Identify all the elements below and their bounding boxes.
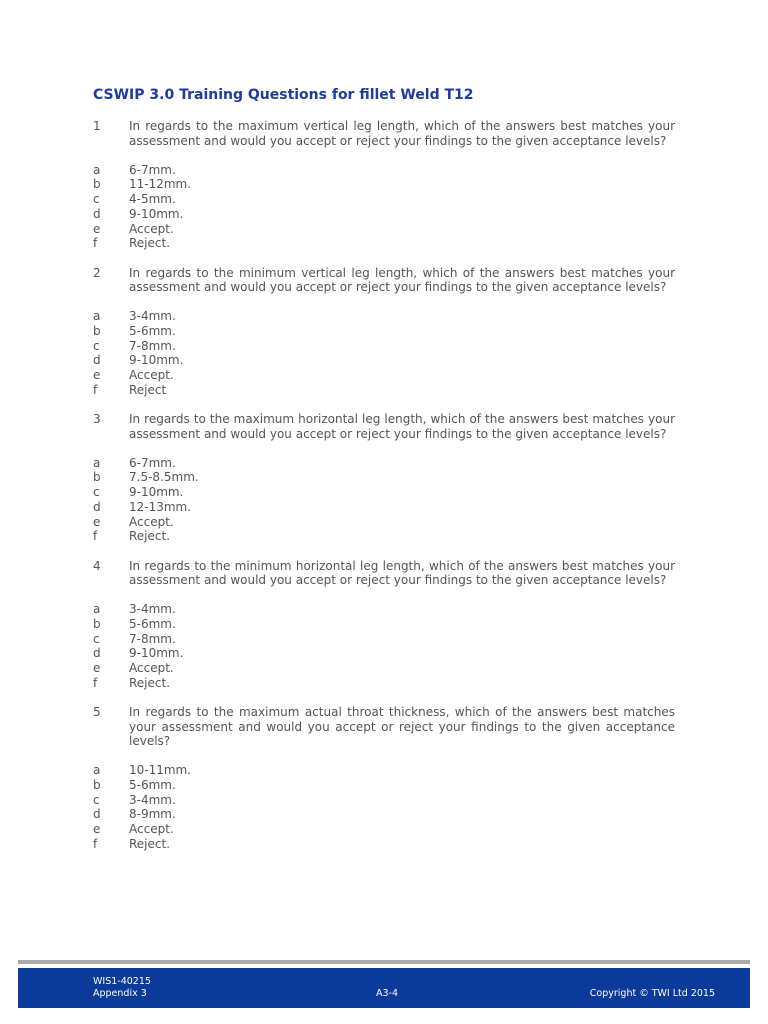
- option-text: 9-10mm.: [129, 646, 184, 661]
- option-letter: c: [93, 631, 100, 646]
- option-letter: c: [93, 792, 100, 807]
- option-letter: c: [93, 485, 100, 500]
- option-letter: b: [93, 616, 101, 631]
- option-text: Accept.: [129, 221, 174, 236]
- answer-option: [93, 617, 675, 632]
- question-text: In regards to the minimum vertical leg length, which of the answers best matches your assessment and would you accept or reject your findings to the given acceptance levels?: [129, 265, 675, 295]
- option-text: 11-12mm.: [129, 177, 192, 192]
- option-letter: a: [93, 763, 101, 778]
- option-text: Reject.: [129, 529, 171, 544]
- answer-option: [93, 324, 675, 339]
- option-text: Reject.: [129, 236, 171, 251]
- question-list: [93, 119, 675, 866]
- question-text: In regards to the maximum vertical leg length, which of the answers best matches your assessment and would you accept or reject your findings to the given acceptance levels?: [129, 119, 675, 148]
- answer-option: [93, 646, 675, 661]
- option-letter: e: [93, 661, 101, 676]
- answer-option: [93, 632, 675, 647]
- footer-left: [93, 976, 151, 1000]
- answer-option: [93, 822, 675, 837]
- answer-option: [93, 661, 675, 676]
- answer-option: [93, 353, 675, 368]
- footer-appendix: Appendix 3: [93, 988, 147, 999]
- question-number: 2: [93, 265, 101, 280]
- question-row: [93, 266, 675, 295]
- question-row: [93, 119, 675, 148]
- option-letter: d: [93, 353, 101, 368]
- footer-copyright: Copyright © TWI Ltd 2015: [589, 988, 715, 999]
- option-text: 6-7mm.: [129, 162, 176, 177]
- question-item: [93, 412, 675, 544]
- option-letter: a: [93, 455, 101, 470]
- option-letter: c: [93, 192, 100, 207]
- option-text: 7.5-8.5mm.: [129, 470, 199, 485]
- answer-option: [93, 207, 675, 222]
- question-item: [93, 705, 675, 852]
- footer-page-number: A3-4: [376, 988, 399, 999]
- answer-option: [93, 339, 675, 354]
- option-letter: f: [93, 382, 98, 397]
- question-item: [93, 559, 675, 691]
- answer-option: [93, 163, 675, 178]
- answer-option: [93, 485, 675, 500]
- option-letter: f: [93, 529, 98, 544]
- option-letter: d: [93, 206, 101, 221]
- option-text: 5-6mm.: [129, 323, 176, 338]
- option-letter: b: [93, 323, 101, 338]
- answer-options: [93, 602, 675, 690]
- option-letter: d: [93, 646, 101, 661]
- option-text: Accept.: [129, 661, 174, 676]
- option-text: 9-10mm.: [129, 485, 184, 500]
- option-text: 4-5mm.: [129, 192, 176, 207]
- answer-option: [93, 529, 675, 544]
- page-title: CSWIP 3.0 Training Questions for fillet Weld T12: [93, 87, 474, 103]
- option-letter: b: [93, 177, 101, 192]
- question-text: In regards to the maximum actual throat thickness, which of the answers best matches your assessment and would you accept or reject your findings to the given acceptance levels?: [129, 705, 675, 749]
- answer-option: [93, 793, 675, 808]
- option-text: 10-11mm.: [129, 763, 192, 778]
- footer-doc-code: WIS1-40215: [93, 976, 151, 987]
- answer-option: [93, 192, 675, 207]
- option-text: 3-4mm.: [129, 602, 176, 617]
- option-text: 6-7mm.: [129, 455, 176, 470]
- answer-option: [93, 676, 675, 691]
- answer-option: [93, 177, 675, 192]
- option-text: Reject: [129, 382, 167, 397]
- page-footer: [18, 968, 750, 1008]
- option-text: Accept.: [129, 368, 174, 383]
- option-letter: b: [93, 470, 101, 485]
- option-letter: d: [93, 807, 101, 822]
- answer-option: [93, 763, 675, 778]
- question-text: In regards to the minimum horizontal leg length, which of the answers best matches your assessment and would you accept or reject your findings to the given acceptance levels?: [129, 558, 675, 588]
- question-item: [93, 266, 675, 398]
- answer-option: [93, 383, 675, 398]
- answer-option: [93, 456, 675, 471]
- option-text: 8-9mm.: [129, 807, 176, 822]
- answer-option: [93, 236, 675, 251]
- answer-options: [93, 309, 675, 397]
- answer-options: [93, 763, 675, 851]
- option-letter: e: [93, 221, 101, 236]
- question-row: [93, 412, 675, 441]
- option-letter: e: [93, 822, 101, 837]
- option-letter: f: [93, 236, 98, 251]
- option-text: 5-6mm.: [129, 616, 176, 631]
- option-letter: e: [93, 368, 101, 383]
- option-text: 5-6mm.: [129, 778, 176, 793]
- option-text: Reject.: [129, 675, 171, 690]
- footer-divider: [18, 960, 750, 964]
- option-letter: f: [93, 675, 98, 690]
- answer-option: [93, 222, 675, 237]
- option-letter: d: [93, 499, 101, 514]
- option-text: 9-10mm.: [129, 353, 184, 368]
- option-text: Accept.: [129, 514, 174, 529]
- answer-option: [93, 368, 675, 383]
- option-letter: c: [93, 338, 100, 353]
- option-letter: a: [93, 162, 101, 177]
- option-text: 7-8mm.: [129, 631, 176, 646]
- option-letter: e: [93, 514, 101, 529]
- option-letter: a: [93, 602, 101, 617]
- option-letter: a: [93, 309, 101, 324]
- question-text: In regards to the maximum horizontal leg length, which of the answers best matches your assessment and would you accept or reject your findings to the given acceptance levels?: [129, 412, 675, 441]
- option-text: Accept.: [129, 822, 174, 837]
- option-text: 3-4mm.: [129, 792, 176, 807]
- option-text: 12-13mm.: [129, 499, 192, 514]
- question-item: [93, 119, 675, 251]
- answer-option: [93, 470, 675, 485]
- question-row: [93, 559, 675, 588]
- question-row: [93, 705, 675, 749]
- answer-option: [93, 807, 675, 822]
- answer-option: [93, 309, 675, 324]
- option-text: 3-4mm.: [129, 309, 176, 324]
- question-number: 1: [93, 119, 101, 133]
- question-number: 4: [93, 558, 101, 573]
- answer-option: [93, 837, 675, 852]
- question-number: 3: [93, 412, 101, 426]
- answer-options: [93, 456, 675, 544]
- answer-option: [93, 602, 675, 617]
- option-letter: b: [93, 778, 101, 793]
- option-text: Reject.: [129, 836, 171, 851]
- option-text: 7-8mm.: [129, 338, 176, 353]
- answer-option: [93, 515, 675, 530]
- option-letter: f: [93, 836, 98, 851]
- option-text: 9-10mm.: [129, 206, 184, 221]
- answer-options: [93, 163, 675, 251]
- question-number: 5: [93, 705, 101, 719]
- answer-option: [93, 500, 675, 515]
- answer-option: [93, 778, 675, 793]
